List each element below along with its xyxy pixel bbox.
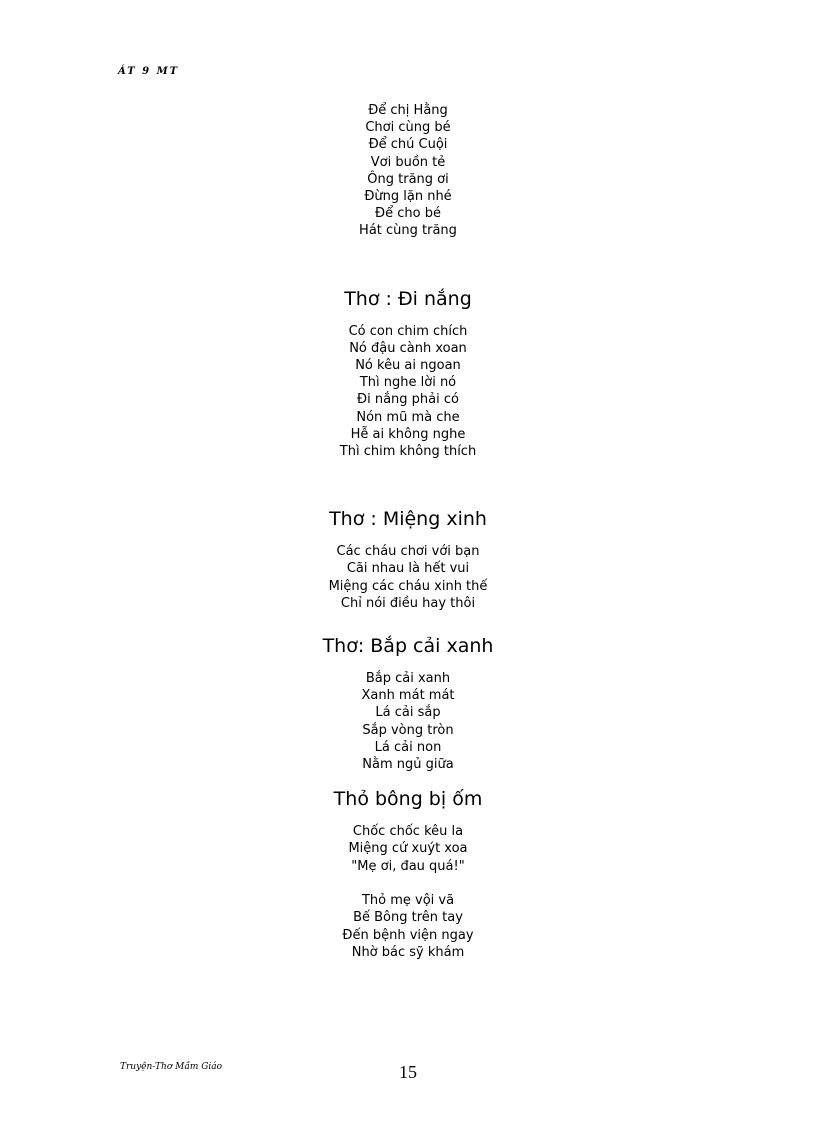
poem-line: Ông trăng ơi [367, 171, 449, 187]
poem-line: Lá cải non [374, 739, 442, 755]
page-header: ÁT 9 MT [118, 66, 180, 77]
poem-di-nang [0, 287, 816, 461]
poem-line: Thì chim không thích [339, 444, 477, 460]
poem-line: Nhờ bác sỹ khám [351, 944, 465, 960]
poem-ong-trang [0, 102, 816, 240]
poem-line: Nón mũ mà che [356, 409, 460, 425]
poem-line: Lá cải sắp [375, 705, 441, 721]
poem-title: Thơ : Miệng xinh [329, 508, 487, 531]
poem-line: Miệng cứ xuýt xoa [348, 841, 468, 857]
poem-mieng-xinh [0, 507, 816, 612]
poem-line: Hát cùng trăng [359, 223, 457, 239]
poem-line: Chốc chốc kêu la [352, 824, 464, 840]
poem-title: Thơ : Đi nắng [344, 287, 472, 310]
page-number: 15 [399, 1062, 417, 1082]
poem-bap-cai-xanh [0, 634, 816, 773]
poem-line: Có con chim chích [348, 323, 468, 339]
poem-title: Thỏ bông bị ốm [333, 788, 483, 811]
poem-line: Đi nắng phải có [357, 392, 459, 408]
poem-line: Hễ ai không nghe [350, 426, 466, 442]
poem-line: Nằm ngủ giữa [362, 757, 454, 773]
poem-line: Xanh mát mát [361, 688, 455, 704]
poem-line: Để cho bé [375, 206, 441, 222]
poem-line: Vơi buồn tẻ [370, 154, 446, 170]
footer-book-title: Truyện-Thơ Mầm Giáo [120, 1062, 223, 1072]
poem-line: Bế Bông trên tay [353, 910, 463, 926]
poem-content [0, 102, 816, 961]
poem-line: Sắp vòng tròn [362, 722, 454, 738]
poem-line: Đến bệnh viện ngay [342, 927, 474, 943]
poem-line: "Mẹ ơi, đau quá!" [351, 858, 465, 874]
poem-line: Để chú Cuội [368, 137, 448, 153]
poem-line: Các cháu chơi với bạn [336, 544, 480, 560]
poem-line: Cãi nhau là hết vui [346, 561, 470, 577]
poem-line: Nó kêu ai ngoan [355, 358, 461, 374]
poem-title: Thơ: Bắp cải xanh [322, 635, 494, 658]
poem-tho-bong-bi-om [0, 787, 816, 961]
poem-line: Chơi cùng bé [365, 120, 451, 136]
poem-line: Để chị Hằng [368, 103, 448, 118]
poem-line: Thỏ mẹ vội vã [361, 893, 455, 909]
poem-line: Thì nghe lời nó [359, 375, 457, 391]
poem-blank-line [0, 875, 816, 892]
poem-line: Bắp cải xanh [365, 671, 451, 687]
poem-line: Miệng các cháu xinh thế [328, 578, 488, 594]
poem-line: Chỉ nói điều hay thôi [340, 595, 476, 611]
poem-line: Nó đậu cành xoan [349, 340, 467, 356]
poem-line: Đừng lặn nhé [364, 189, 452, 205]
